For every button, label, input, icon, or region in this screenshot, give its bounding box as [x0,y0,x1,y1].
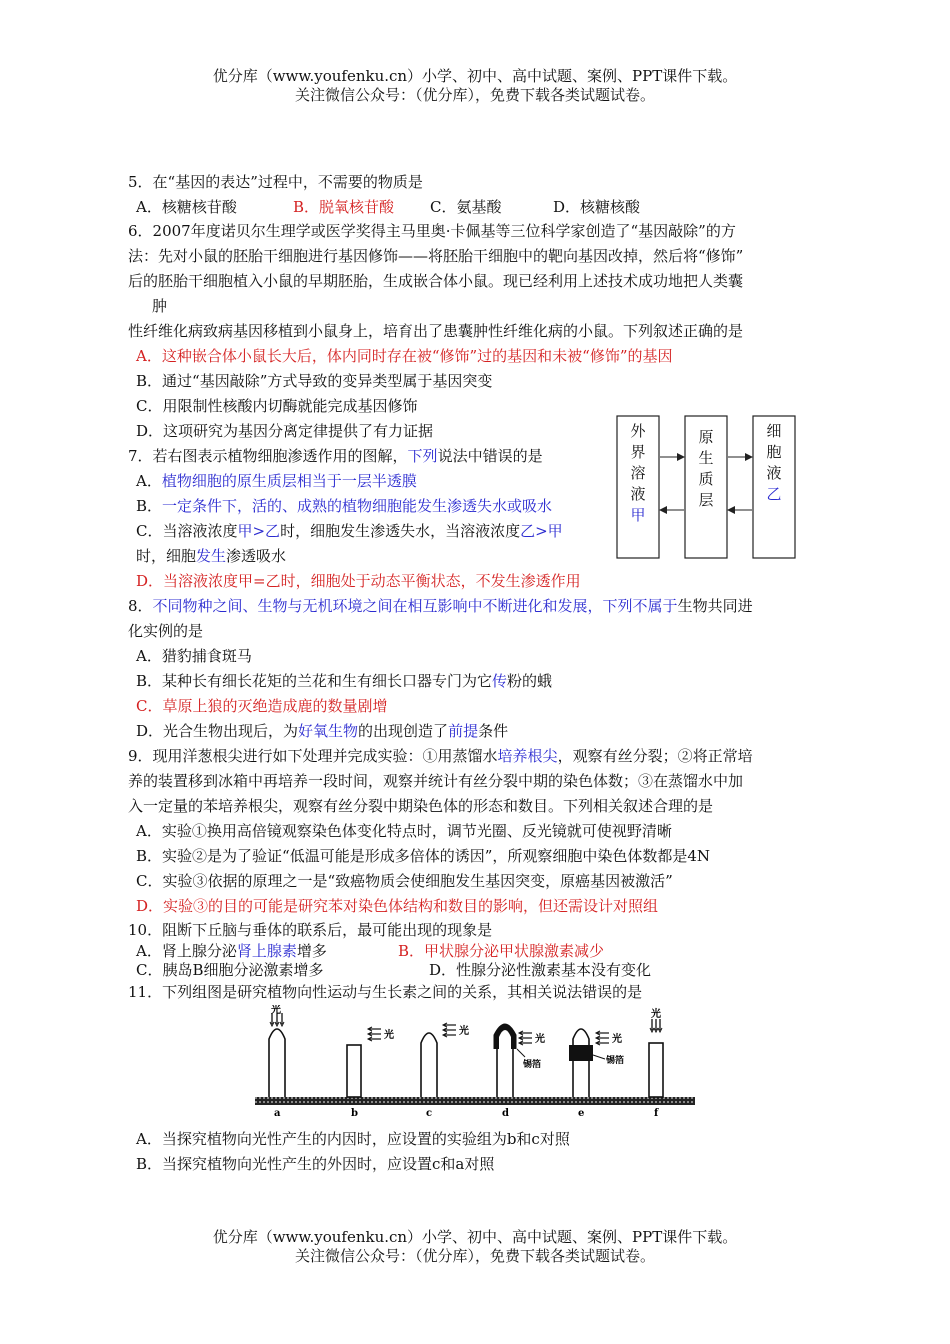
seedling-b [347,1045,361,1097]
q5-option-d: D．核糖核酸 [553,198,641,216]
q9-option-a: A．实验①换用高倍镜观察染色体变化特点时，调节光圈、反光镜就可使视野清晰 [136,822,672,840]
label-c: c [426,1108,433,1119]
q7-c-2: 甲>乙 [237,522,281,540]
q10-option-b: B．甲状腺分泌甲状腺激素减少 [398,942,605,960]
q8-d-4: 前提 [448,722,479,740]
foil-band-e [569,1045,593,1061]
cell-sap-label [766,422,781,503]
q8-d-5: 条件 [478,722,509,740]
light-arrows-e [596,1031,609,1045]
light-arrows-b [368,1027,381,1041]
phototropism-figure [255,1005,695,1125]
header-line-2: 关注微信公众号：（优分库），免费下载各类试题试卷。 [294,86,655,104]
label-e: e [578,1108,585,1119]
footer-line-2: 关注微信公众号：（优分库），免费下载各类试题试卷。 [294,1247,655,1265]
label-d: d [502,1108,509,1119]
q10-a-3: 增多 [296,942,327,960]
q6-line-1: 6．2007年度诺贝尔生理学或医学奖得主马里奥·卡佩基等三位科学家创造了“基因敲除”的方 [128,222,736,240]
q5-option-a: A．核糖核苷酸 [136,198,237,216]
q8-option-c: C．草原上狼的灭绝造成鹿的数量剧增 [136,697,388,715]
q6-line-5: 性纤维化病致病基因移植到小鼠身上，培育出了患囊肿性纤维化病的小鼠。下列叙述正确的是 [128,322,744,340]
q7-option-a [136,471,417,491]
q8-stem-blue: 不同物种之间、生物与无机环境之间在相互影响中不断进化和发展，下列不属于 [152,597,678,615]
footer-line-1: 优分库（www.youfenku.cn）小学、初中、高中试题、案例、PPT课件下载。 [212,1228,738,1246]
light-label-e: 光 [612,1034,622,1045]
light-label-f: 光 [651,1009,661,1020]
q8-b-2: 传 [492,672,508,690]
foil-pointer-d [517,1049,525,1057]
q8-option-b [136,671,552,691]
protoplast-layer-label-char: 层 [698,491,714,509]
q8-stem-pre: 8． [128,597,153,615]
cell-sap-label-char: 胞 [766,443,782,461]
q7-option-b [136,496,552,516]
q8-b-3: 粉的蛾 [507,672,553,690]
protoplast-layer-label-char: 质 [698,470,714,488]
q5-stem: 5．在“基因的表达”过程中，不需要的物质是 [128,173,423,191]
q6-option-b: B．通过“基因敲除”方式导致的变异类型属于基因突变 [136,372,493,390]
seedling-c [421,1033,437,1097]
osmosis-diagram [612,412,802,562]
foil-pointer-e [593,1055,605,1059]
q8-stem [128,596,753,616]
q10-option-c: C．胰岛B细胞分泌激素增多 [136,961,324,979]
q9-line-1 [128,746,753,766]
q9-line-2: 养的装置移到冰箱中再培养一段时间，观察并统计有丝分裂中期的染色体数；③在蒸馏水中加 [128,772,744,790]
q7-c-4: 乙>甲 [520,522,563,540]
q6-option-d: D．这项研究为基因分离定律提供了有力证据 [136,422,434,440]
q7-stem-post: 说法中错误的是 [437,447,543,465]
cell-sap-label-char: 细 [766,422,782,440]
q7-option-c-cont [136,546,286,566]
q6-line-3: 后的胚胎干细胞植入小鼠的早期胚胎，生成嵌合体小鼠。现已经利用上述技术成功地把人类囊 [128,272,744,290]
q10-stem: 10．阻断下丘脑与垂体的联系后，最可能出现的现象是 [128,921,493,939]
q7-c2-2: 发生 [196,547,227,565]
q7-stem-blue: 下列 [407,447,438,465]
protoplast-layer-label-char: 原 [698,428,714,446]
q8-line-2: 化实例的是 [128,622,204,640]
q9-l1-3: ，观察有丝分裂；②将正常培 [557,747,753,765]
q7-a-blue: 植物细胞的原生质层相当于一层半透膜 [161,472,417,490]
q9-option-d: D．实验③的目的可能是研究苯对染色体结构和数目的影响，但还需设计对照组 [136,897,659,915]
foil-label-d: 锡箔 [523,1060,542,1070]
q8-option-a: A．猎豹捕食斑马 [136,647,252,665]
q9-line-3: 入一定量的苯培养根尖，观察有丝分裂中期染色体的形态和数目。下列相关叙述合理的是 [128,797,714,815]
q7-b-pre: B． [136,497,163,515]
q10-option-d: D．性腺分泌性激素基本没有变化 [429,961,652,979]
q10-option-a [136,941,327,961]
cell-sap-label-mark: 乙 [766,485,782,503]
external-solution-label-mark: 甲 [630,506,646,524]
q11-stem: 11．下列组图是研究植物向性运动与生长素之间的关系，其相关说法错误的是 [128,983,643,1001]
q10-a-1: A．肾上腺分泌 [136,942,237,960]
label-a: a [274,1108,281,1119]
external-solution-label-char: 溶 [630,464,646,482]
q6-option-a: A．这种嵌合体小鼠长大后，体内同时存在被“修饰”过的基因和未被“修饰”的基因 [136,347,673,365]
seedling-f [649,1043,663,1097]
q6-option-c: C．用限制性核酸内切酶就能完成基因修饰 [136,397,418,415]
q8-d-3: 的出现创造了 [358,722,449,740]
q7-option-c [136,521,563,541]
q8-d-1: D．光合生物出现后，为 [136,722,299,740]
light-label-d: 光 [535,1034,545,1045]
q10-a-2: 肾上腺素 [236,942,297,960]
external-solution-label-char: 外 [630,422,646,440]
q7-stem [128,446,543,466]
foil-label-e: 锡箔 [606,1056,625,1066]
external-solution-label-char: 液 [630,485,646,503]
q7-stem-pre: 7．若右图表示植物细胞渗透作用的图解， [128,447,408,465]
q5-option-b: B．脱氧核苷酸 [293,198,395,216]
q9-option-b: B．实验②是为了验证“低温可能是形成多倍体的诱因”，所观察细胞中染色体数都是4N [136,847,711,865]
ground-strip [255,1097,695,1105]
seedling-a [269,1029,285,1097]
q7-c-1: C．当溶液浓度 [136,522,238,540]
q9-option-c: C．实验③依据的原理之一是“致癌物质会使细胞发生基因突变，原癌基因被激活” [136,872,673,890]
light-label-a: 光 [271,1005,281,1016]
protoplast-layer-label-char: 生 [698,449,714,467]
seedling-e [573,1029,589,1097]
q7-a-pre: A． [136,472,162,490]
cell-sap-label-char: 液 [766,464,782,482]
q6-line-4: 肿 [152,297,168,315]
q9-l1-1: 9．现用洋葱根尖进行如下处理并完成实验：①用蒸馏水 [128,747,498,765]
external-solution-label-char: 界 [630,443,646,461]
q11-option-b: B．当探究植物向光性产生的外因时，应设置c和a对照 [136,1155,495,1173]
q9-l1-2: 培养根尖 [497,747,558,765]
light-arrows-d [519,1031,532,1045]
q6-line-2: 法：先对小鼠的胚胎干细胞进行基因修饰——将胚胎干细胞中的靶向基因改掉，然后将“修饰” [128,247,744,265]
q8-stem-post: 生物共同进 [677,597,753,615]
q7-b-blue: 一定条件下，活的、成熟的植物细胞能发生渗透失水或吸水 [162,497,553,515]
q7-c2-1: 时，细胞 [136,547,197,565]
protoplast-layer-label [698,428,713,509]
q11-option-a: A．当探究植物向光性产生的内因时，应设置的实验组为b和c对照 [136,1130,570,1148]
header-line-1: 优分库（www.youfenku.cn）小学、初中、高中试题、案例、PPT课件下载。 [212,67,738,85]
light-arrows-f [650,1019,662,1032]
external-solution-label [630,422,646,524]
q8-b-1: B．某种长有细长花矩的兰花和生有细长口器专门为它 [136,672,493,690]
q7-c-3: 时，细胞发生渗透失水，当溶液浓度 [280,522,521,540]
light-label-c: 光 [459,1026,469,1037]
light-label-b: 光 [384,1030,394,1041]
q8-d-2: 好氧生物 [298,722,359,740]
q5-option-c: C．氨基酸 [430,198,502,216]
q7-c2-3: 渗透吸水 [226,547,287,565]
label-f: f [654,1108,659,1119]
q8-option-d [136,721,508,741]
light-arrows-c [443,1023,456,1037]
label-b: b [351,1108,358,1119]
q7-option-d: D．当溶液浓度甲=乙时，细胞处于动态平衡状态，不发生渗透作用 [136,572,581,590]
